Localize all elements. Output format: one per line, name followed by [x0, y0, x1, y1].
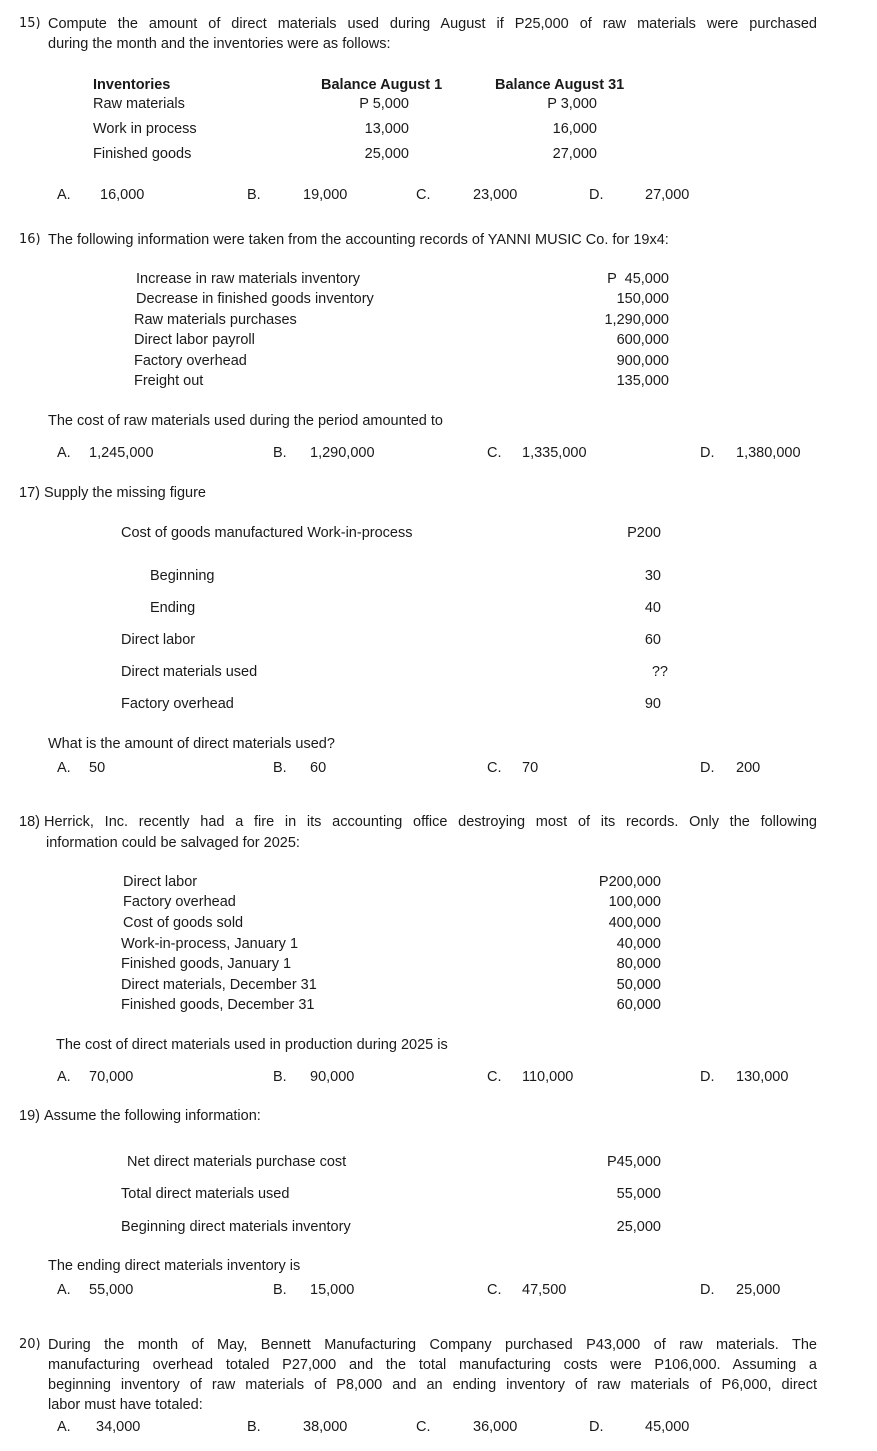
option-letter: D.	[589, 1419, 604, 1435]
option-letter: B.	[273, 1282, 287, 1298]
option-letter: C.	[416, 187, 431, 203]
item-value: 400,000	[608, 915, 661, 931]
option-value: 36,000	[473, 1419, 518, 1435]
question-prompt: The ending direct materials inventory is	[48, 1258, 301, 1274]
table-cell: Raw materials	[93, 96, 185, 112]
table-cell: 16,000	[552, 121, 597, 137]
item-value: 900,000	[616, 353, 669, 369]
question-number: 20)	[19, 1337, 41, 1352]
item-value: P 45,000	[607, 271, 669, 287]
option-letter: D.	[700, 445, 715, 461]
question-text: manufacturing overhead totaled P27,000 and the total manufacturing costs were P106,000. Assuming a	[48, 1357, 817, 1373]
option-value: 70	[522, 760, 539, 776]
item-label: Cost of goods manufactured Work-in-process	[121, 525, 413, 541]
option-letter: D.	[589, 187, 604, 203]
item-label: Ending	[150, 600, 196, 616]
item-value: 40	[644, 600, 661, 616]
option-value: 90,000	[310, 1069, 355, 1085]
item-value: P200,000	[598, 874, 661, 890]
option-value: 19,000	[303, 187, 348, 203]
option-letter: D.	[700, 760, 715, 776]
question-text: information could be salvaged for 2025:	[46, 835, 300, 851]
item-label: Increase in raw materials inventory	[136, 271, 361, 287]
item-value: 100,000	[608, 894, 661, 910]
option-value: 15,000	[310, 1282, 355, 1298]
question-text: beginning inventory of raw materials of P8,000 and an ending inventory of raw materials of P6,000, direct	[48, 1377, 817, 1393]
option-letter: B.	[273, 445, 287, 461]
item-value: P45,000	[606, 1154, 661, 1170]
option-value: 60	[310, 760, 327, 776]
table-header: Balance August 1	[321, 77, 443, 93]
item-label: Direct labor payroll	[134, 332, 255, 348]
item-label: Direct labor	[123, 874, 198, 890]
item-value: 40,000	[616, 936, 661, 952]
table-cell: 25,000	[364, 146, 409, 162]
item-label: Total direct materials used	[121, 1186, 290, 1202]
option-letter: C.	[416, 1419, 431, 1435]
item-value: 1,290,000	[604, 312, 669, 328]
item-label: Factory overhead	[121, 696, 234, 712]
question-number: 15)	[19, 16, 41, 31]
option-value: 27,000	[645, 187, 690, 203]
option-value: 1,245,000	[89, 445, 154, 461]
item-value: 55,000	[616, 1186, 661, 1202]
option-value: 47,500	[522, 1282, 567, 1298]
item-value: 135,000	[616, 373, 669, 389]
item-value: P200	[627, 525, 661, 541]
item-label: Direct labor	[121, 632, 196, 648]
question-prompt: The cost of direct materials used in production during 2025 is	[56, 1037, 448, 1053]
item-value: 25,000	[616, 1219, 661, 1235]
question-text: Compute the amount of direct materials used during August if P25,000 of raw materials were purchased	[48, 16, 817, 32]
question-text: Herrick, Inc. recently had a fire in its accounting office destroying most of its records. Only the following	[44, 814, 817, 830]
option-letter: A.	[57, 1069, 71, 1085]
item-label: Cost of goods sold	[123, 915, 244, 931]
option-value: 25,000	[736, 1282, 781, 1298]
question-text: During the month of May, Bennett Manufacturing Company purchased P43,000 of raw materials. The	[48, 1337, 817, 1353]
item-label: Beginning	[150, 568, 215, 584]
item-value: 60	[644, 632, 661, 648]
question-number: 16)	[19, 232, 41, 247]
item-value: 50,000	[616, 977, 661, 993]
item-label: Decrease in finished goods inventory	[136, 291, 374, 307]
question-text: The following information were taken from the accounting records of YANNI MUSIC Co. for 19x4:	[48, 232, 669, 248]
item-label: Freight out	[134, 373, 204, 389]
option-value: 200	[736, 760, 761, 776]
item-value: 30	[644, 568, 661, 584]
option-letter: B.	[273, 1069, 287, 1085]
item-label: Raw materials purchases	[134, 312, 297, 328]
item-label: Finished goods, December 31	[121, 997, 315, 1013]
option-value: 45,000	[645, 1419, 690, 1435]
option-letter: D.	[700, 1069, 715, 1085]
item-label: Direct materials, December 31	[121, 977, 317, 993]
table-header: Balance August 31	[495, 77, 625, 93]
option-value: 1,335,000	[522, 445, 587, 461]
item-label: Finished goods, January 1	[121, 956, 292, 972]
option-value: 23,000	[473, 187, 518, 203]
option-letter: A.	[57, 760, 71, 776]
item-value: ??	[651, 664, 668, 680]
question-number: 19)	[19, 1108, 40, 1124]
option-letter: C.	[487, 445, 502, 461]
option-value: 70,000	[89, 1069, 134, 1085]
item-value: 600,000	[616, 332, 669, 348]
table-header: Inventories	[93, 77, 171, 93]
item-value: 60,000	[616, 997, 661, 1013]
option-letter: B.	[247, 187, 261, 203]
option-value: 34,000	[96, 1419, 141, 1435]
option-letter: A.	[57, 445, 71, 461]
item-label: Factory overhead	[123, 894, 236, 910]
table-cell: 13,000	[364, 121, 409, 137]
item-label: Net direct materials purchase cost	[127, 1154, 347, 1170]
option-letter: A.	[57, 1282, 71, 1298]
option-value: 110,000	[522, 1069, 574, 1085]
item-label: Direct materials used	[121, 664, 258, 680]
question-prompt: What is the amount of direct materials used?	[48, 736, 335, 752]
option-letter: C.	[487, 1282, 502, 1298]
item-value: 90	[644, 696, 661, 712]
option-value: 16,000	[100, 187, 145, 203]
question-text: Supply the missing figure	[44, 485, 206, 501]
option-value: 38,000	[303, 1419, 348, 1435]
option-value: 1,290,000	[310, 445, 375, 461]
option-letter: D.	[700, 1282, 715, 1298]
item-label: Factory overhead	[134, 353, 247, 369]
option-letter: A.	[57, 187, 71, 203]
option-value: 55,000	[89, 1282, 134, 1298]
table-cell: P 3,000	[547, 96, 597, 112]
option-letter: B.	[273, 760, 287, 776]
question-text: Assume the following information:	[44, 1108, 261, 1124]
option-value: 1,380,000	[736, 445, 801, 461]
question-number: 17)	[19, 485, 40, 501]
table-cell: P 5,000	[359, 96, 409, 112]
option-value: 50	[89, 760, 106, 776]
option-value: 130,000	[736, 1069, 789, 1085]
option-letter: C.	[487, 760, 502, 776]
question-text: labor must have totaled:	[48, 1397, 203, 1413]
item-value: 80,000	[616, 956, 661, 972]
option-letter: A.	[57, 1419, 71, 1435]
item-value: 150,000	[616, 291, 669, 307]
item-label: Beginning direct materials inventory	[121, 1219, 351, 1235]
question-prompt: The cost of raw materials used during the period amounted to	[48, 413, 443, 429]
option-letter: C.	[487, 1069, 502, 1085]
option-letter: B.	[247, 1419, 261, 1435]
question-text: during the month and the inventories were as follows:	[48, 36, 391, 52]
table-cell: Finished goods	[93, 146, 192, 162]
table-cell: Work in process	[93, 121, 197, 137]
question-number: 18)	[19, 814, 40, 830]
item-label: Work-in-process, January 1	[121, 936, 299, 952]
table-cell: 27,000	[552, 146, 597, 162]
